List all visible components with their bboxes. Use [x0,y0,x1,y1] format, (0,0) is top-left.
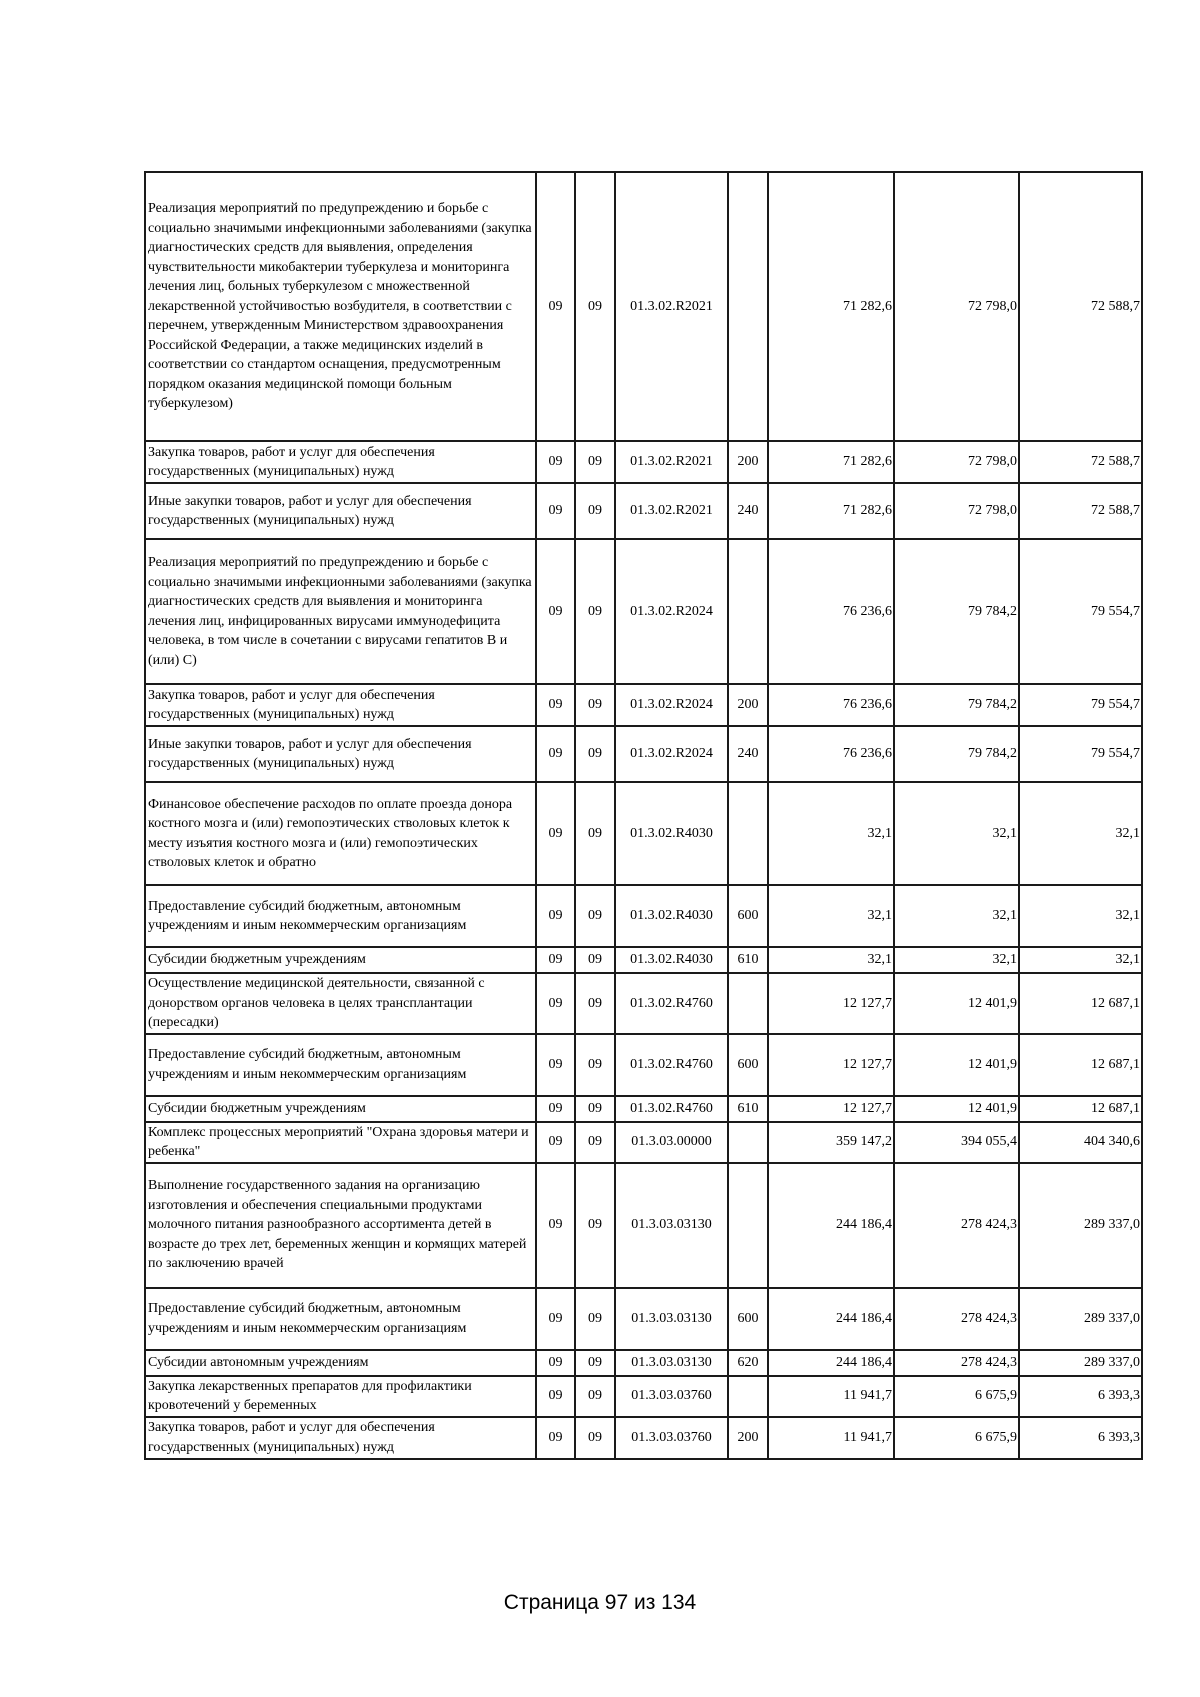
row-subsection: 09 [575,1376,615,1417]
row-amount-year-3: 72 588,7 [1019,483,1142,539]
row-section: 09 [536,172,575,441]
row-expense-type [728,973,768,1034]
row-target-article: 01.3.02.R4030 [615,782,728,885]
row-amount-year-3: 12 687,1 [1019,1034,1142,1096]
row-amount-year-1: 11 941,7 [768,1417,894,1459]
row-expense-type [728,1376,768,1417]
row-section: 09 [536,782,575,885]
table-row [145,1096,1142,1122]
table-row [145,172,1142,441]
row-expense-type [728,1163,768,1288]
row-target-article: 01.3.02.R4030 [615,885,728,947]
row-section: 09 [536,539,575,684]
row-amount-year-1: 359 147,2 [768,1122,894,1163]
row-section: 09 [536,1163,575,1288]
row-amount-year-3: 289 337,0 [1019,1350,1142,1376]
row-expense-type: 200 [728,684,768,726]
row-amount-year-2: 79 784,2 [894,726,1019,782]
row-section: 09 [536,684,575,726]
row-amount-year-3: 32,1 [1019,782,1142,885]
row-target-article: 01.3.02.R2021 [615,172,728,441]
row-amount-year-2: 12 401,9 [894,973,1019,1034]
row-expense-type: 610 [728,947,768,973]
row-target-article: 01.3.02.R4760 [615,1034,728,1096]
row-section: 09 [536,1122,575,1163]
row-section: 09 [536,726,575,782]
row-amount-year-1: 244 186,4 [768,1288,894,1350]
row-amount-year-1: 71 282,6 [768,172,894,441]
row-name: Субсидии бюджетным учреждениям [145,1096,536,1122]
row-subsection: 09 [575,782,615,885]
row-section: 09 [536,1096,575,1122]
row-target-article: 01.3.03.03760 [615,1376,728,1417]
table-row [145,1376,1142,1417]
row-subsection: 09 [575,539,615,684]
table-row [145,1163,1142,1288]
row-name: Предоставление субсидий бюджетным, автономным учреждениям и иным некоммерческим организациям [145,1288,536,1350]
row-amount-year-2: 394 055,4 [894,1122,1019,1163]
row-amount-year-3: 6 393,3 [1019,1376,1142,1417]
row-expense-type: 200 [728,1417,768,1459]
budget-table [144,171,1143,1460]
row-amount-year-1: 12 127,7 [768,1034,894,1096]
row-amount-year-2: 6 675,9 [894,1376,1019,1417]
row-subsection: 09 [575,1034,615,1096]
row-expense-type: 600 [728,885,768,947]
table-row [145,1122,1142,1163]
row-name: Осуществление медицинской деятельности, связанной с донорством органов человека в целях трансплантации (пересадки) [145,973,536,1034]
row-expense-type [728,539,768,684]
row-amount-year-1: 76 236,6 [768,684,894,726]
row-amount-year-2: 72 798,0 [894,172,1019,441]
row-amount-year-3: 32,1 [1019,885,1142,947]
row-name: Закупка товаров, работ и услуг для обеспечения государственных (муниципальных) нужд [145,1417,536,1459]
row-subsection: 09 [575,1417,615,1459]
row-expense-type: 200 [728,441,768,483]
row-section: 09 [536,1034,575,1096]
row-subsection: 09 [575,483,615,539]
row-target-article: 01.3.03.03130 [615,1288,728,1350]
row-name: Комплекс процессных мероприятий "Охрана здоровья матери и ребенка" [145,1122,536,1163]
table-row [145,1288,1142,1350]
row-target-article: 01.3.02.R4030 [615,947,728,973]
row-expense-type [728,172,768,441]
row-target-article: 01.3.02.R2024 [615,726,728,782]
row-amount-year-2: 32,1 [894,782,1019,885]
row-amount-year-1: 244 186,4 [768,1163,894,1288]
row-subsection: 09 [575,1350,615,1376]
row-amount-year-3: 72 588,7 [1019,441,1142,483]
row-amount-year-2: 12 401,9 [894,1096,1019,1122]
row-amount-year-3: 79 554,7 [1019,684,1142,726]
row-name: Субсидии бюджетным учреждениям [145,947,536,973]
row-amount-year-1: 76 236,6 [768,539,894,684]
row-amount-year-2: 278 424,3 [894,1350,1019,1376]
row-name: Иные закупки товаров, работ и услуг для обеспечения государственных (муниципальных) нужд [145,726,536,782]
row-name: Субсидии автономным учреждениям [145,1350,536,1376]
row-amount-year-1: 244 186,4 [768,1350,894,1376]
row-amount-year-1: 12 127,7 [768,1096,894,1122]
row-expense-type [728,1122,768,1163]
row-target-article: 01.3.03.03130 [615,1163,728,1288]
row-amount-year-1: 32,1 [768,885,894,947]
table-row [145,1417,1142,1459]
row-expense-type [728,782,768,885]
row-amount-year-2: 72 798,0 [894,483,1019,539]
row-target-article: 01.3.02.R2024 [615,539,728,684]
row-amount-year-1: 71 282,6 [768,483,894,539]
row-subsection: 09 [575,885,615,947]
table-row [145,947,1142,973]
row-subsection: 09 [575,947,615,973]
row-subsection: 09 [575,1288,615,1350]
row-name: Реализация мероприятий по предупреждению и борьбе с социально значимыми инфекционными заболеваниями (закупка диагностических средств для выявления и мониторинга лечения лиц, инфицированных вирусами иммунодефицита человека, в том числе в сочетании с вирусами гепатитов В и (или) С) [145,539,536,684]
table-row [145,1350,1142,1376]
row-amount-year-2: 79 784,2 [894,539,1019,684]
row-amount-year-1: 71 282,6 [768,441,894,483]
row-amount-year-3: 289 337,0 [1019,1288,1142,1350]
table-row [145,726,1142,782]
page-number: Страница 97 из 134 [503,1591,697,1614]
row-expense-type: 620 [728,1350,768,1376]
row-target-article: 01.3.03.03130 [615,1350,728,1376]
row-amount-year-1: 76 236,6 [768,726,894,782]
row-subsection: 09 [575,1122,615,1163]
row-section: 09 [536,441,575,483]
row-amount-year-1: 11 941,7 [768,1376,894,1417]
table-body [145,172,1142,1459]
row-target-article: 01.3.03.00000 [615,1122,728,1163]
row-amount-year-1: 12 127,7 [768,973,894,1034]
row-expense-type: 240 [728,483,768,539]
table-row [145,1034,1142,1096]
row-amount-year-2: 12 401,9 [894,1034,1019,1096]
row-amount-year-3: 12 687,1 [1019,1096,1142,1122]
table-row [145,782,1142,885]
row-amount-year-2: 72 798,0 [894,441,1019,483]
row-amount-year-2: 79 784,2 [894,684,1019,726]
row-target-article: 01.3.02.R2021 [615,441,728,483]
row-subsection: 09 [575,1163,615,1288]
row-amount-year-3: 79 554,7 [1019,539,1142,684]
row-name: Закупка товаров, работ и услуг для обеспечения государственных (муниципальных) нужд [145,441,536,483]
row-subsection: 09 [575,172,615,441]
table-row [145,441,1142,483]
row-section: 09 [536,973,575,1034]
row-expense-type: 240 [728,726,768,782]
row-section: 09 [536,483,575,539]
row-subsection: 09 [575,726,615,782]
row-amount-year-3: 32,1 [1019,947,1142,973]
table-row [145,885,1142,947]
row-target-article: 01.3.02.R2021 [615,483,728,539]
row-amount-year-2: 278 424,3 [894,1288,1019,1350]
row-expense-type: 600 [728,1288,768,1350]
row-section: 09 [536,947,575,973]
row-name: Предоставление субсидий бюджетным, автономным учреждениям и иным некоммерческим организациям [145,1034,536,1096]
table-row [145,973,1142,1034]
row-name: Закупка лекарственных препаратов для профилактики кровотечений у беременных [145,1376,536,1417]
row-name: Реализация мероприятий по предупреждению и борьбе с социально значимыми инфекционными заболеваниями (закупка диагностических средств для выявления, определения чувствительности микобактерии туберкулеза и мониторинга лечения лиц, больных туберкулезом с множественной лекарственной устойчивостью возбудителя, в соответствии с перечнем, утвержденным Министерством здравоохранения Российской Федерации, а также медицинских изделий в соответствии со стандартом оснащения, предусмотренным порядком оказания медицинской помощи больным туберкулезом) [145,172,536,441]
row-subsection: 09 [575,684,615,726]
row-section: 09 [536,1350,575,1376]
row-subsection: 09 [575,1096,615,1122]
row-amount-year-3: 6 393,3 [1019,1417,1142,1459]
row-amount-year-3: 12 687,1 [1019,973,1142,1034]
row-section: 09 [536,885,575,947]
row-section: 09 [536,1376,575,1417]
row-amount-year-3: 72 588,7 [1019,172,1142,441]
row-amount-year-2: 32,1 [894,885,1019,947]
row-subsection: 09 [575,441,615,483]
row-expense-type: 610 [728,1096,768,1122]
row-amount-year-1: 32,1 [768,782,894,885]
table-row [145,684,1142,726]
row-subsection: 09 [575,973,615,1034]
row-section: 09 [536,1417,575,1459]
row-name: Предоставление субсидий бюджетным, автономным учреждениям и иным некоммерческим организациям [145,885,536,947]
row-name: Финансовое обеспечение расходов по оплате проезда донора костного мозга и (или) гемопоэтических стволовых клеток к месту изъятия костного мозга и (или) гемопоэтических стволовых клеток и обратно [145,782,536,885]
row-amount-year-2: 278 424,3 [894,1163,1019,1288]
row-target-article: 01.3.02.R4760 [615,1096,728,1122]
table-row [145,539,1142,684]
row-target-article: 01.3.03.03760 [615,1417,728,1459]
row-target-article: 01.3.02.R2024 [615,684,728,726]
row-amount-year-3: 289 337,0 [1019,1163,1142,1288]
row-amount-year-2: 32,1 [894,947,1019,973]
row-amount-year-3: 404 340,6 [1019,1122,1142,1163]
table-row [145,483,1142,539]
row-expense-type: 600 [728,1034,768,1096]
row-target-article: 01.3.02.R4760 [615,973,728,1034]
row-amount-year-2: 6 675,9 [894,1417,1019,1459]
row-name: Иные закупки товаров, работ и услуг для обеспечения государственных (муниципальных) нужд [145,483,536,539]
row-amount-year-1: 32,1 [768,947,894,973]
row-section: 09 [536,1288,575,1350]
row-name: Закупка товаров, работ и услуг для обеспечения государственных (муниципальных) нужд [145,684,536,726]
row-amount-year-3: 79 554,7 [1019,726,1142,782]
row-name: Выполнение государственного задания на организацию изготовления и обеспечения специальными продуктами молочного питания разнообразного ассортимента детей в возрасте до трех лет, беременных женщин и кормящих матерей по заключению врачей [145,1163,536,1288]
